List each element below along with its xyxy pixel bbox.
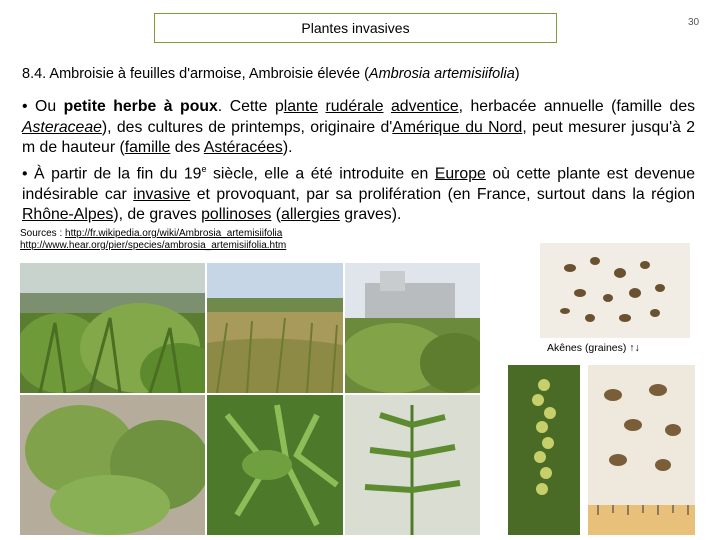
link-amerique-du-nord[interactable]: Amérique du Nord (392, 118, 523, 136)
heading-latin-name: Ambrosia artemisiifolia (368, 66, 515, 82)
photo-field (207, 263, 343, 393)
photo-plants-by-water (20, 263, 205, 393)
text (383, 98, 391, 115)
text: ), des cultures de printemps, originaire d' (101, 118, 393, 136)
link-plante[interactable]: lante (283, 98, 318, 115)
photo-leaves (207, 395, 343, 535)
photo-ground-plants (20, 395, 205, 535)
text: ), de graves (113, 206, 202, 224)
section-heading (22, 66, 520, 82)
link-rhone-alpes[interactable]: Rhône-Alpes (22, 206, 114, 224)
text: et provoquant, par sa prolifération (en France, surtout dans la région (190, 185, 695, 203)
photo-single-plant (345, 395, 480, 535)
link-pollinoses[interactable]: pollinoses (201, 206, 272, 224)
text: des (170, 139, 204, 157)
text: graves). (339, 206, 402, 224)
paragraph-introduction (22, 159, 695, 226)
heading-text: 8.4. Ambroisie à feuilles d'armoise, Ambroisie élevée ( (22, 66, 369, 82)
photo-flower-spike (508, 365, 580, 535)
common-name: petite herbe à poux (63, 98, 218, 115)
link-asteracees[interactable]: Astéracées (203, 139, 283, 157)
superscript: e (201, 163, 207, 174)
page-number: 30 (688, 17, 700, 28)
source-link-wikipedia[interactable]: http://fr.wikipedia.org/wiki/Ambrosia_artemisiifolia (65, 228, 283, 239)
text: où cette plante est devenue indésirable car (22, 165, 695, 203)
body-text (22, 97, 695, 226)
text (318, 98, 326, 115)
text: , herbacée annuelle (famille des (458, 98, 696, 115)
photo-seeds (540, 243, 690, 338)
sources-label: Sources : (20, 228, 66, 239)
link-asteraceae[interactable]: Asteraceae (22, 118, 102, 136)
link-famille[interactable]: famille (124, 139, 171, 157)
link-invasive[interactable]: invasive (133, 185, 191, 203)
source-link-hear[interactable]: http://www.hear.org/pier/species/ambrosia_artemisiifolia.htm (20, 240, 287, 251)
link-ruderale[interactable]: rudérale (325, 98, 384, 115)
text: , peut mesurer jusqu'à 2 m de hauteur ( (22, 118, 695, 157)
sources-block (20, 228, 286, 252)
text: ( (271, 206, 282, 224)
heading-suffix: ) (514, 66, 520, 82)
text: • À partir de la fin du 19 (22, 165, 202, 183)
photo-building-plants (345, 263, 480, 393)
text: • Ou (22, 98, 64, 115)
text: ). (282, 139, 293, 157)
text: . Cette p (217, 98, 284, 115)
slide-title-box (154, 13, 557, 43)
slide-title: Plantes invasives (301, 20, 410, 36)
link-allergies[interactable]: allergies (281, 206, 340, 224)
photo-seeds-ruler (588, 365, 695, 535)
link-adventice[interactable]: adventice (391, 98, 459, 115)
seeds-caption: Akênes (graines) ↑↓ (547, 342, 640, 354)
text: siècle, elle a été introduite en (206, 165, 435, 183)
link-europe[interactable]: Europe (434, 165, 486, 183)
paragraph-description (22, 97, 695, 159)
